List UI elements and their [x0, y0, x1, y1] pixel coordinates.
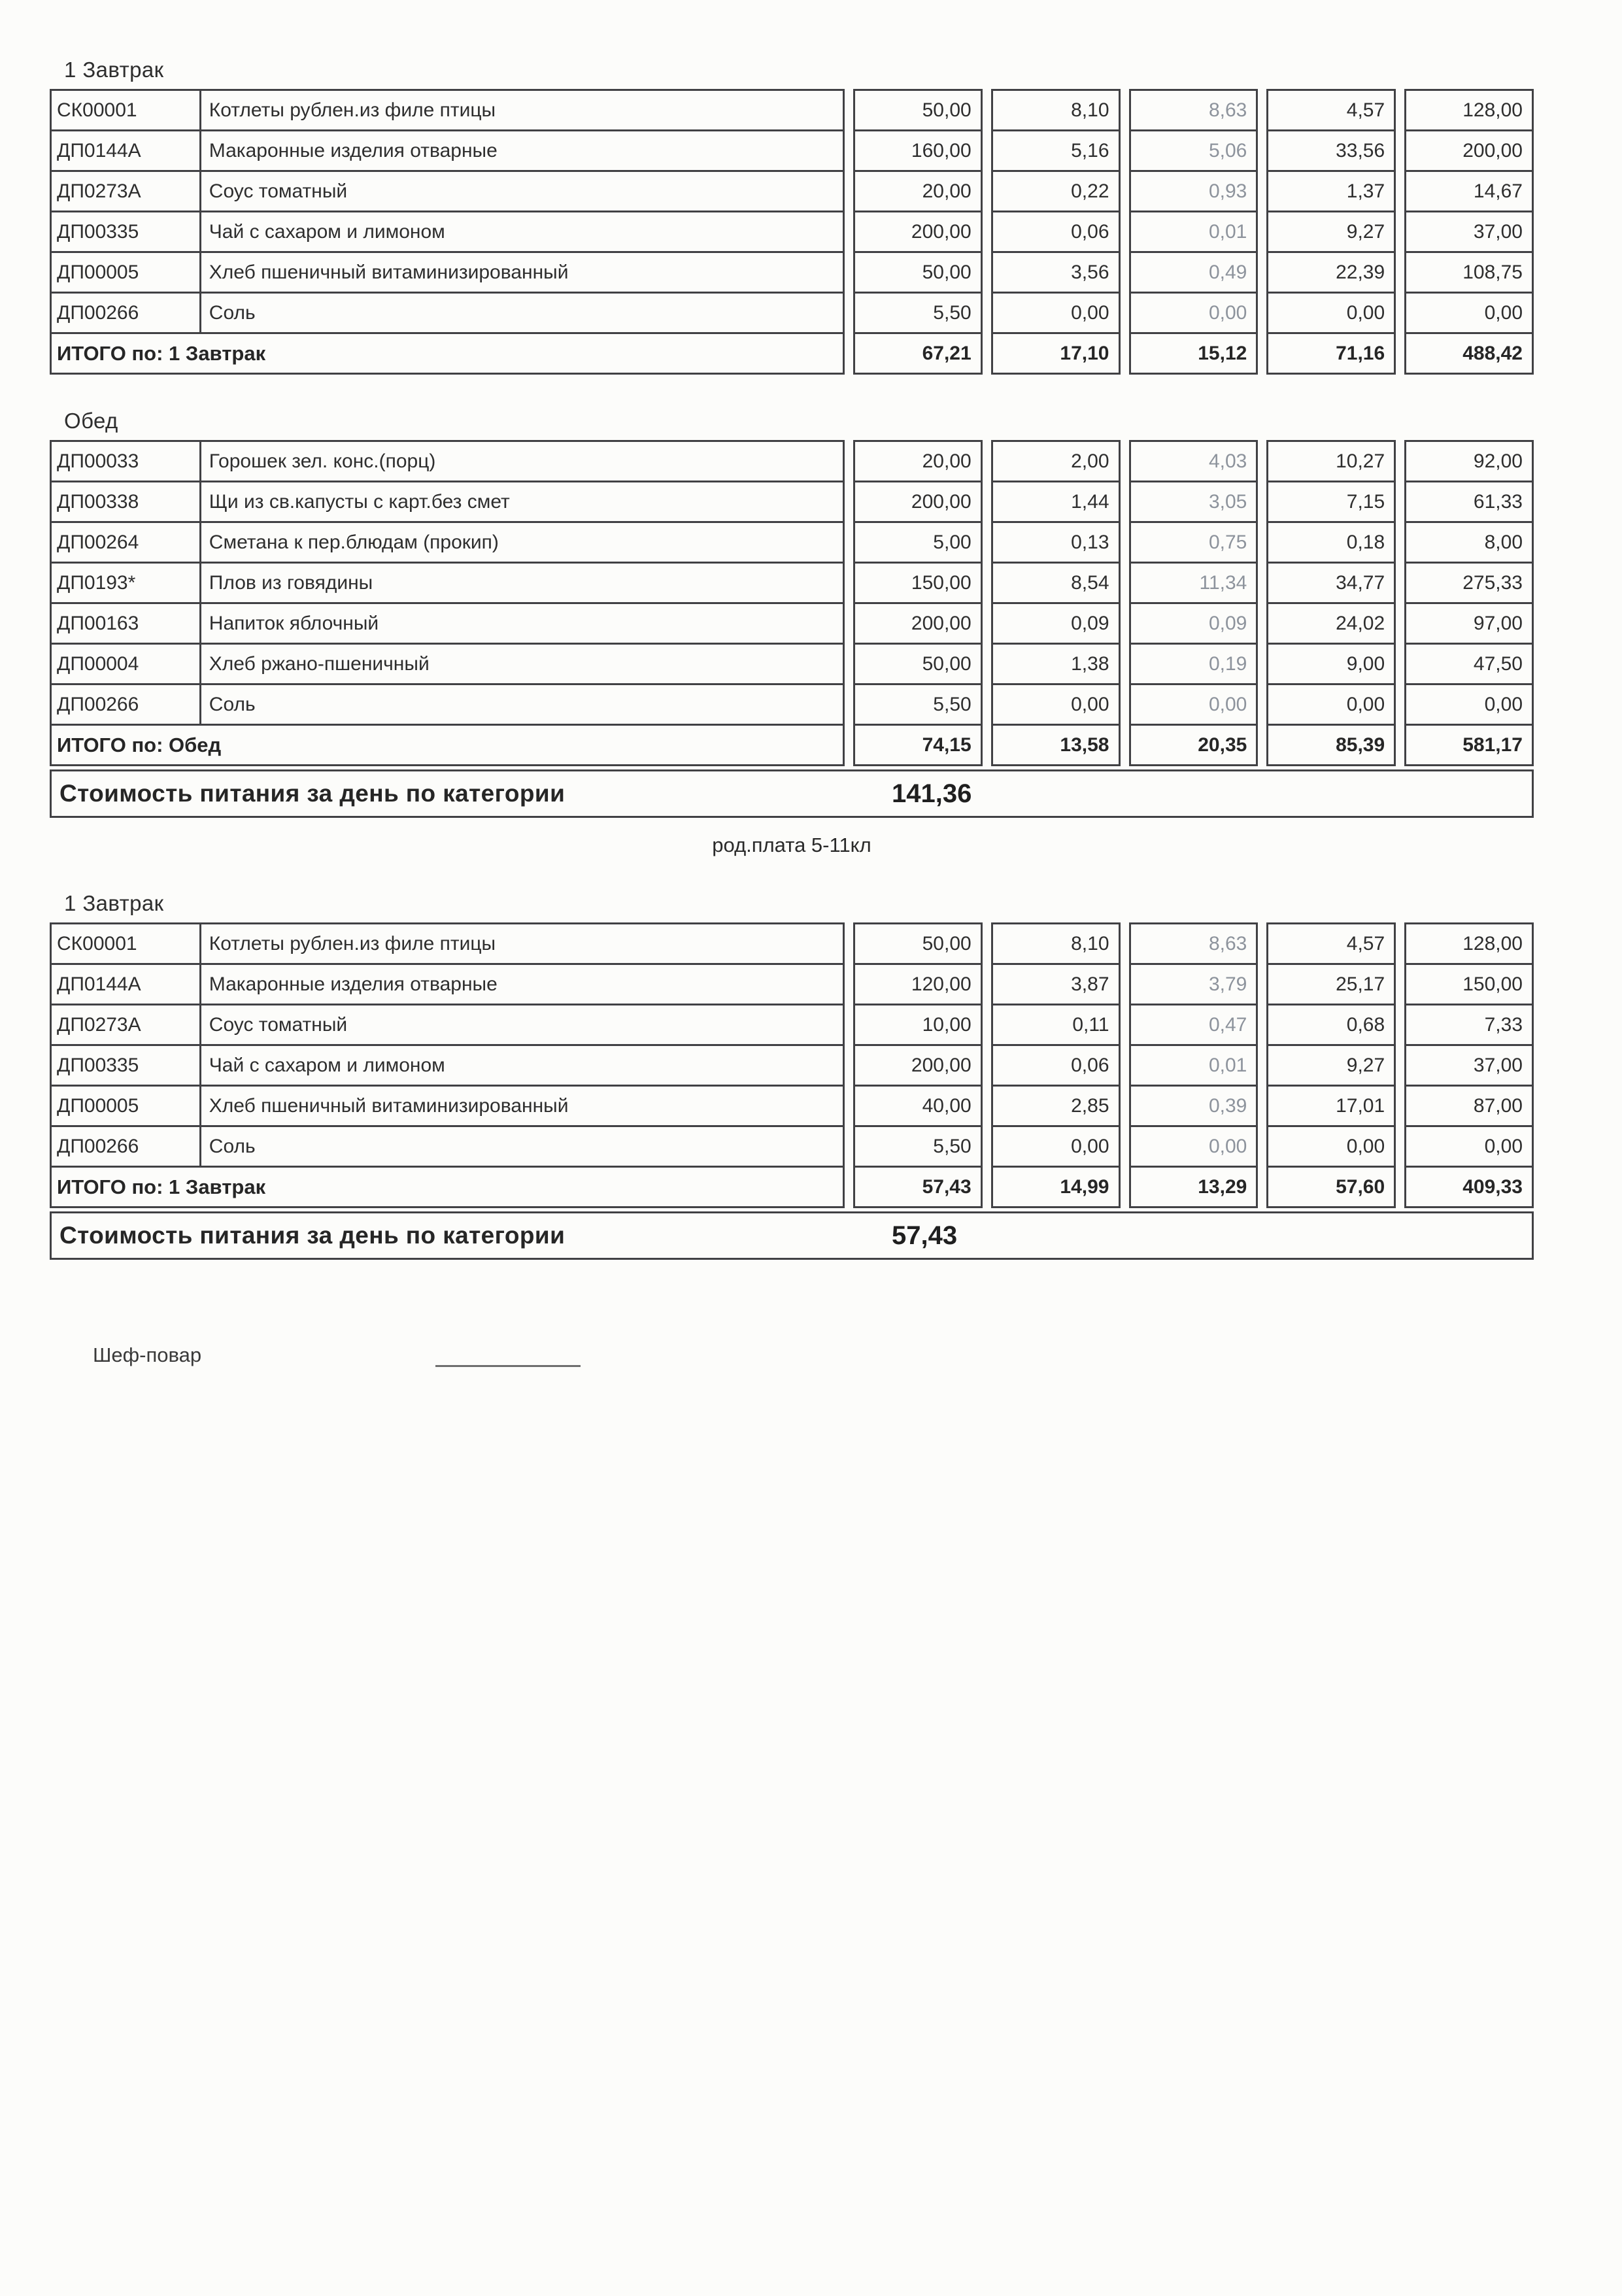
item-value: 9,27: [1266, 1044, 1396, 1087]
item-value: 0,06: [991, 1044, 1121, 1087]
table-row: [50, 292, 1534, 334]
item-code: ДП00004: [50, 643, 201, 685]
item-value: 8,10: [991, 922, 1121, 965]
item-name: Напиток яблочный: [199, 602, 845, 645]
item-value: 22,39: [1266, 251, 1396, 294]
section-title: 1 Завтрак: [64, 58, 164, 82]
item-code: ДП00005: [50, 251, 201, 294]
item-value: 61,33: [1404, 481, 1534, 523]
table-row: [50, 211, 1534, 253]
item-value: 0,00: [1404, 683, 1534, 726]
table-row: [50, 1044, 1534, 1087]
item-value: 8,54: [991, 562, 1121, 604]
item-value: 0,47: [1129, 1004, 1259, 1046]
item-value: 0,01: [1129, 211, 1259, 253]
item-value: 4,57: [1266, 89, 1396, 131]
totals-value: 15,12: [1129, 332, 1259, 375]
totals-value: 13,29: [1129, 1166, 1259, 1208]
item-code: ДП00005: [50, 1085, 201, 1127]
item-value: 10,27: [1266, 440, 1396, 482]
item-value: 0,00: [1129, 683, 1259, 726]
item-value: 5,16: [991, 129, 1121, 172]
section-breakfast-2: [50, 891, 1622, 1260]
menu-table: [50, 89, 1534, 375]
item-value: 10,00: [853, 1004, 983, 1046]
item-value: 0,49: [1129, 251, 1259, 294]
item-value: 5,00: [853, 521, 983, 564]
item-name: Котлеты рублен.из филе птицы: [199, 89, 845, 131]
item-code: ДП00335: [50, 1044, 201, 1087]
item-value: 3,79: [1129, 963, 1259, 1005]
item-code: ДП00335: [50, 211, 201, 253]
item-value: 7,33: [1404, 1004, 1534, 1046]
item-value: 0,00: [1404, 292, 1534, 334]
totals-value: 67,21: [853, 332, 983, 375]
item-value: 3,87: [991, 963, 1121, 1005]
item-value: 20,00: [853, 170, 983, 212]
item-value: 0,00: [1129, 292, 1259, 334]
item-value: 160,00: [853, 129, 983, 172]
menu-table: [50, 922, 1534, 1208]
totals-value: 57,43: [853, 1166, 983, 1208]
item-value: 0,13: [991, 521, 1121, 564]
item-value: 0,00: [1266, 1125, 1396, 1168]
table-row: [50, 643, 1534, 685]
table-row: [50, 683, 1534, 726]
item-name: Соус томатный: [199, 1004, 845, 1046]
item-value: 5,50: [853, 1125, 983, 1168]
item-value: 37,00: [1404, 211, 1534, 253]
item-code: ДП00163: [50, 602, 201, 645]
item-value: 200,00: [853, 1044, 983, 1087]
item-name: Соль: [199, 683, 845, 726]
item-value: 92,00: [1404, 440, 1534, 482]
totals-row: [50, 724, 1534, 766]
item-value: 0,68: [1266, 1004, 1396, 1046]
totals-value: 85,39: [1266, 724, 1396, 766]
item-value: 5,50: [853, 292, 983, 334]
day-cost-value: 141,36: [892, 779, 972, 808]
totals-value: 17,10: [991, 332, 1121, 375]
table-row: [50, 562, 1534, 604]
table-row: [50, 1085, 1534, 1127]
item-value: 50,00: [853, 643, 983, 685]
item-value: 24,02: [1266, 602, 1396, 645]
item-value: 14,67: [1404, 170, 1534, 212]
item-code: ДП00266: [50, 292, 201, 334]
totals-value: 71,16: [1266, 332, 1396, 375]
item-name: Сметана к пер.блюдам (прокип): [199, 521, 845, 564]
item-value: 17,01: [1266, 1085, 1396, 1127]
item-value: 0,19: [1129, 643, 1259, 685]
totals-label: ИТОГО по: Обед: [50, 724, 845, 766]
item-name: Горошек зел. конс.(порц): [199, 440, 845, 482]
totals-row: [50, 332, 1534, 375]
item-value: 9,27: [1266, 211, 1396, 253]
item-value: 34,77: [1266, 562, 1396, 604]
day-cost-row: [50, 769, 1534, 818]
table-row: [50, 89, 1534, 131]
table-row: [50, 170, 1534, 212]
table-row: [50, 521, 1534, 564]
item-value: 2,85: [991, 1085, 1121, 1127]
item-value: 0,22: [991, 170, 1121, 212]
item-value: 7,15: [1266, 481, 1396, 523]
chef-label: Шеф-повар: [93, 1343, 202, 1366]
table-row: [50, 440, 1534, 482]
signature-line: [435, 1343, 581, 1367]
section-lunch: [50, 409, 1622, 818]
table-body: [50, 440, 1534, 726]
item-value: 0,93: [1129, 170, 1259, 212]
item-value: 4,03: [1129, 440, 1259, 482]
item-value: 20,00: [853, 440, 983, 482]
item-value: 108,75: [1404, 251, 1534, 294]
item-value: 0,00: [991, 683, 1121, 726]
totals-value: 57,60: [1266, 1166, 1396, 1208]
section-breakfast-1: [50, 58, 1622, 375]
item-value: 0,09: [1129, 602, 1259, 645]
item-value: 0,09: [991, 602, 1121, 645]
item-value: 0,00: [1129, 1125, 1259, 1168]
item-code: ДП0273А: [50, 170, 201, 212]
item-value: 200,00: [853, 481, 983, 523]
item-value: 0,06: [991, 211, 1121, 253]
item-value: 0,39: [1129, 1085, 1259, 1127]
table-row: [50, 963, 1534, 1005]
item-value: 200,00: [1404, 129, 1534, 172]
table-row: [50, 602, 1534, 645]
item-value: 200,00: [853, 602, 983, 645]
totals-value: 13,58: [991, 724, 1121, 766]
item-name: Хлеб ржано-пшеничный: [199, 643, 845, 685]
item-value: 0,18: [1266, 521, 1396, 564]
item-code: ДП00266: [50, 1125, 201, 1168]
item-name: Макаронные изделия отварные: [199, 963, 845, 1005]
item-value: 0,00: [1404, 1125, 1534, 1168]
item-code: ДП00264: [50, 521, 201, 564]
item-name: Щи из св.капусты с карт.без смет: [199, 481, 845, 523]
item-code: ДП00033: [50, 440, 201, 482]
item-value: 4,57: [1266, 922, 1396, 965]
totals-row: [50, 1166, 1534, 1208]
item-code: СК00001: [50, 89, 201, 131]
item-value: 150,00: [853, 562, 983, 604]
item-value: 3,56: [991, 251, 1121, 294]
table-row: [50, 1004, 1534, 1046]
item-value: 150,00: [1404, 963, 1534, 1005]
day-cost-value: 57,43: [892, 1221, 958, 1250]
item-value: 40,00: [853, 1085, 983, 1127]
item-value: 50,00: [853, 89, 983, 131]
table-body: [50, 89, 1534, 334]
totals-label: ИТОГО по: 1 Завтрак: [50, 1166, 845, 1208]
day-cost-label: Стоимость питания за день по категории: [59, 1222, 566, 1249]
table-row: [50, 922, 1534, 965]
item-value: 5,50: [853, 683, 983, 726]
item-value: 0,11: [991, 1004, 1121, 1046]
item-name: Соль: [199, 292, 845, 334]
section-title: Обед: [64, 409, 118, 433]
item-value: 8,63: [1129, 922, 1259, 965]
item-value: 0,00: [991, 292, 1121, 334]
item-name: Котлеты рублен.из филе птицы: [199, 922, 845, 965]
totals-value: 409,33: [1404, 1166, 1534, 1208]
item-value: 200,00: [853, 211, 983, 253]
item-value: 9,00: [1266, 643, 1396, 685]
item-value: 8,10: [991, 89, 1121, 131]
item-name: Макаронные изделия отварные: [199, 129, 845, 172]
totals-value: 14,99: [991, 1166, 1121, 1208]
table-row: [50, 481, 1534, 523]
item-name: Плов из говядины: [199, 562, 845, 604]
day-cost-label: Стоимость питания за день по категории: [59, 780, 566, 807]
item-name: Соус томатный: [199, 170, 845, 212]
item-value: 128,00: [1404, 922, 1534, 965]
item-value: 87,00: [1404, 1085, 1534, 1127]
category-heading: род.плата 5-11кл: [712, 834, 871, 856]
item-code: ДП00338: [50, 481, 201, 523]
item-code: ДП0273А: [50, 1004, 201, 1046]
table-body: [50, 922, 1534, 1168]
item-value: 128,00: [1404, 89, 1534, 131]
item-code: ДП00266: [50, 683, 201, 726]
item-value: 0,00: [1266, 683, 1396, 726]
item-name: Хлеб пшеничный витаминизированный: [199, 251, 845, 294]
table-row: [50, 129, 1534, 172]
item-value: 5,06: [1129, 129, 1259, 172]
item-name: Соль: [199, 1125, 845, 1168]
item-value: 3,05: [1129, 481, 1259, 523]
item-code: СК00001: [50, 922, 201, 965]
item-value: 0,75: [1129, 521, 1259, 564]
item-value: 33,56: [1266, 129, 1396, 172]
totals-label: ИТОГО по: 1 Завтрак: [50, 332, 845, 375]
day-cost-row: [50, 1211, 1534, 1260]
item-value: 8,00: [1404, 521, 1534, 564]
item-name: Чай с сахаром и лимоном: [199, 211, 845, 253]
totals-value: 581,17: [1404, 724, 1534, 766]
item-value: 1,44: [991, 481, 1121, 523]
menu-table: [50, 440, 1534, 766]
item-value: 120,00: [853, 963, 983, 1005]
item-value: 0,00: [991, 1125, 1121, 1168]
item-value: 47,50: [1404, 643, 1534, 685]
item-name: Чай с сахаром и лимоном: [199, 1044, 845, 1087]
item-name: Хлеб пшеничный витаминизированный: [199, 1085, 845, 1127]
section-title: 1 Завтрак: [64, 891, 164, 915]
item-value: 1,37: [1266, 170, 1396, 212]
totals-value: 20,35: [1129, 724, 1259, 766]
item-value: 275,33: [1404, 562, 1534, 604]
totals-value: 74,15: [853, 724, 983, 766]
item-value: 50,00: [853, 251, 983, 294]
item-code: ДП0144А: [50, 129, 201, 172]
item-value: 0,01: [1129, 1044, 1259, 1087]
table-row: [50, 251, 1534, 294]
item-value: 25,17: [1266, 963, 1396, 1005]
item-value: 37,00: [1404, 1044, 1534, 1087]
totals-value: 488,42: [1404, 332, 1534, 375]
chef-signature-row: [50, 1343, 1622, 1367]
item-code: ДП0193*: [50, 562, 201, 604]
item-value: 1,38: [991, 643, 1121, 685]
item-value: 2,00: [991, 440, 1121, 482]
item-value: 8,63: [1129, 89, 1259, 131]
item-code: ДП0144А: [50, 963, 201, 1005]
item-value: 0,00: [1266, 292, 1396, 334]
item-value: 50,00: [853, 922, 983, 965]
item-value: 11,34: [1129, 562, 1259, 604]
item-value: 97,00: [1404, 602, 1534, 645]
table-row: [50, 1125, 1534, 1168]
